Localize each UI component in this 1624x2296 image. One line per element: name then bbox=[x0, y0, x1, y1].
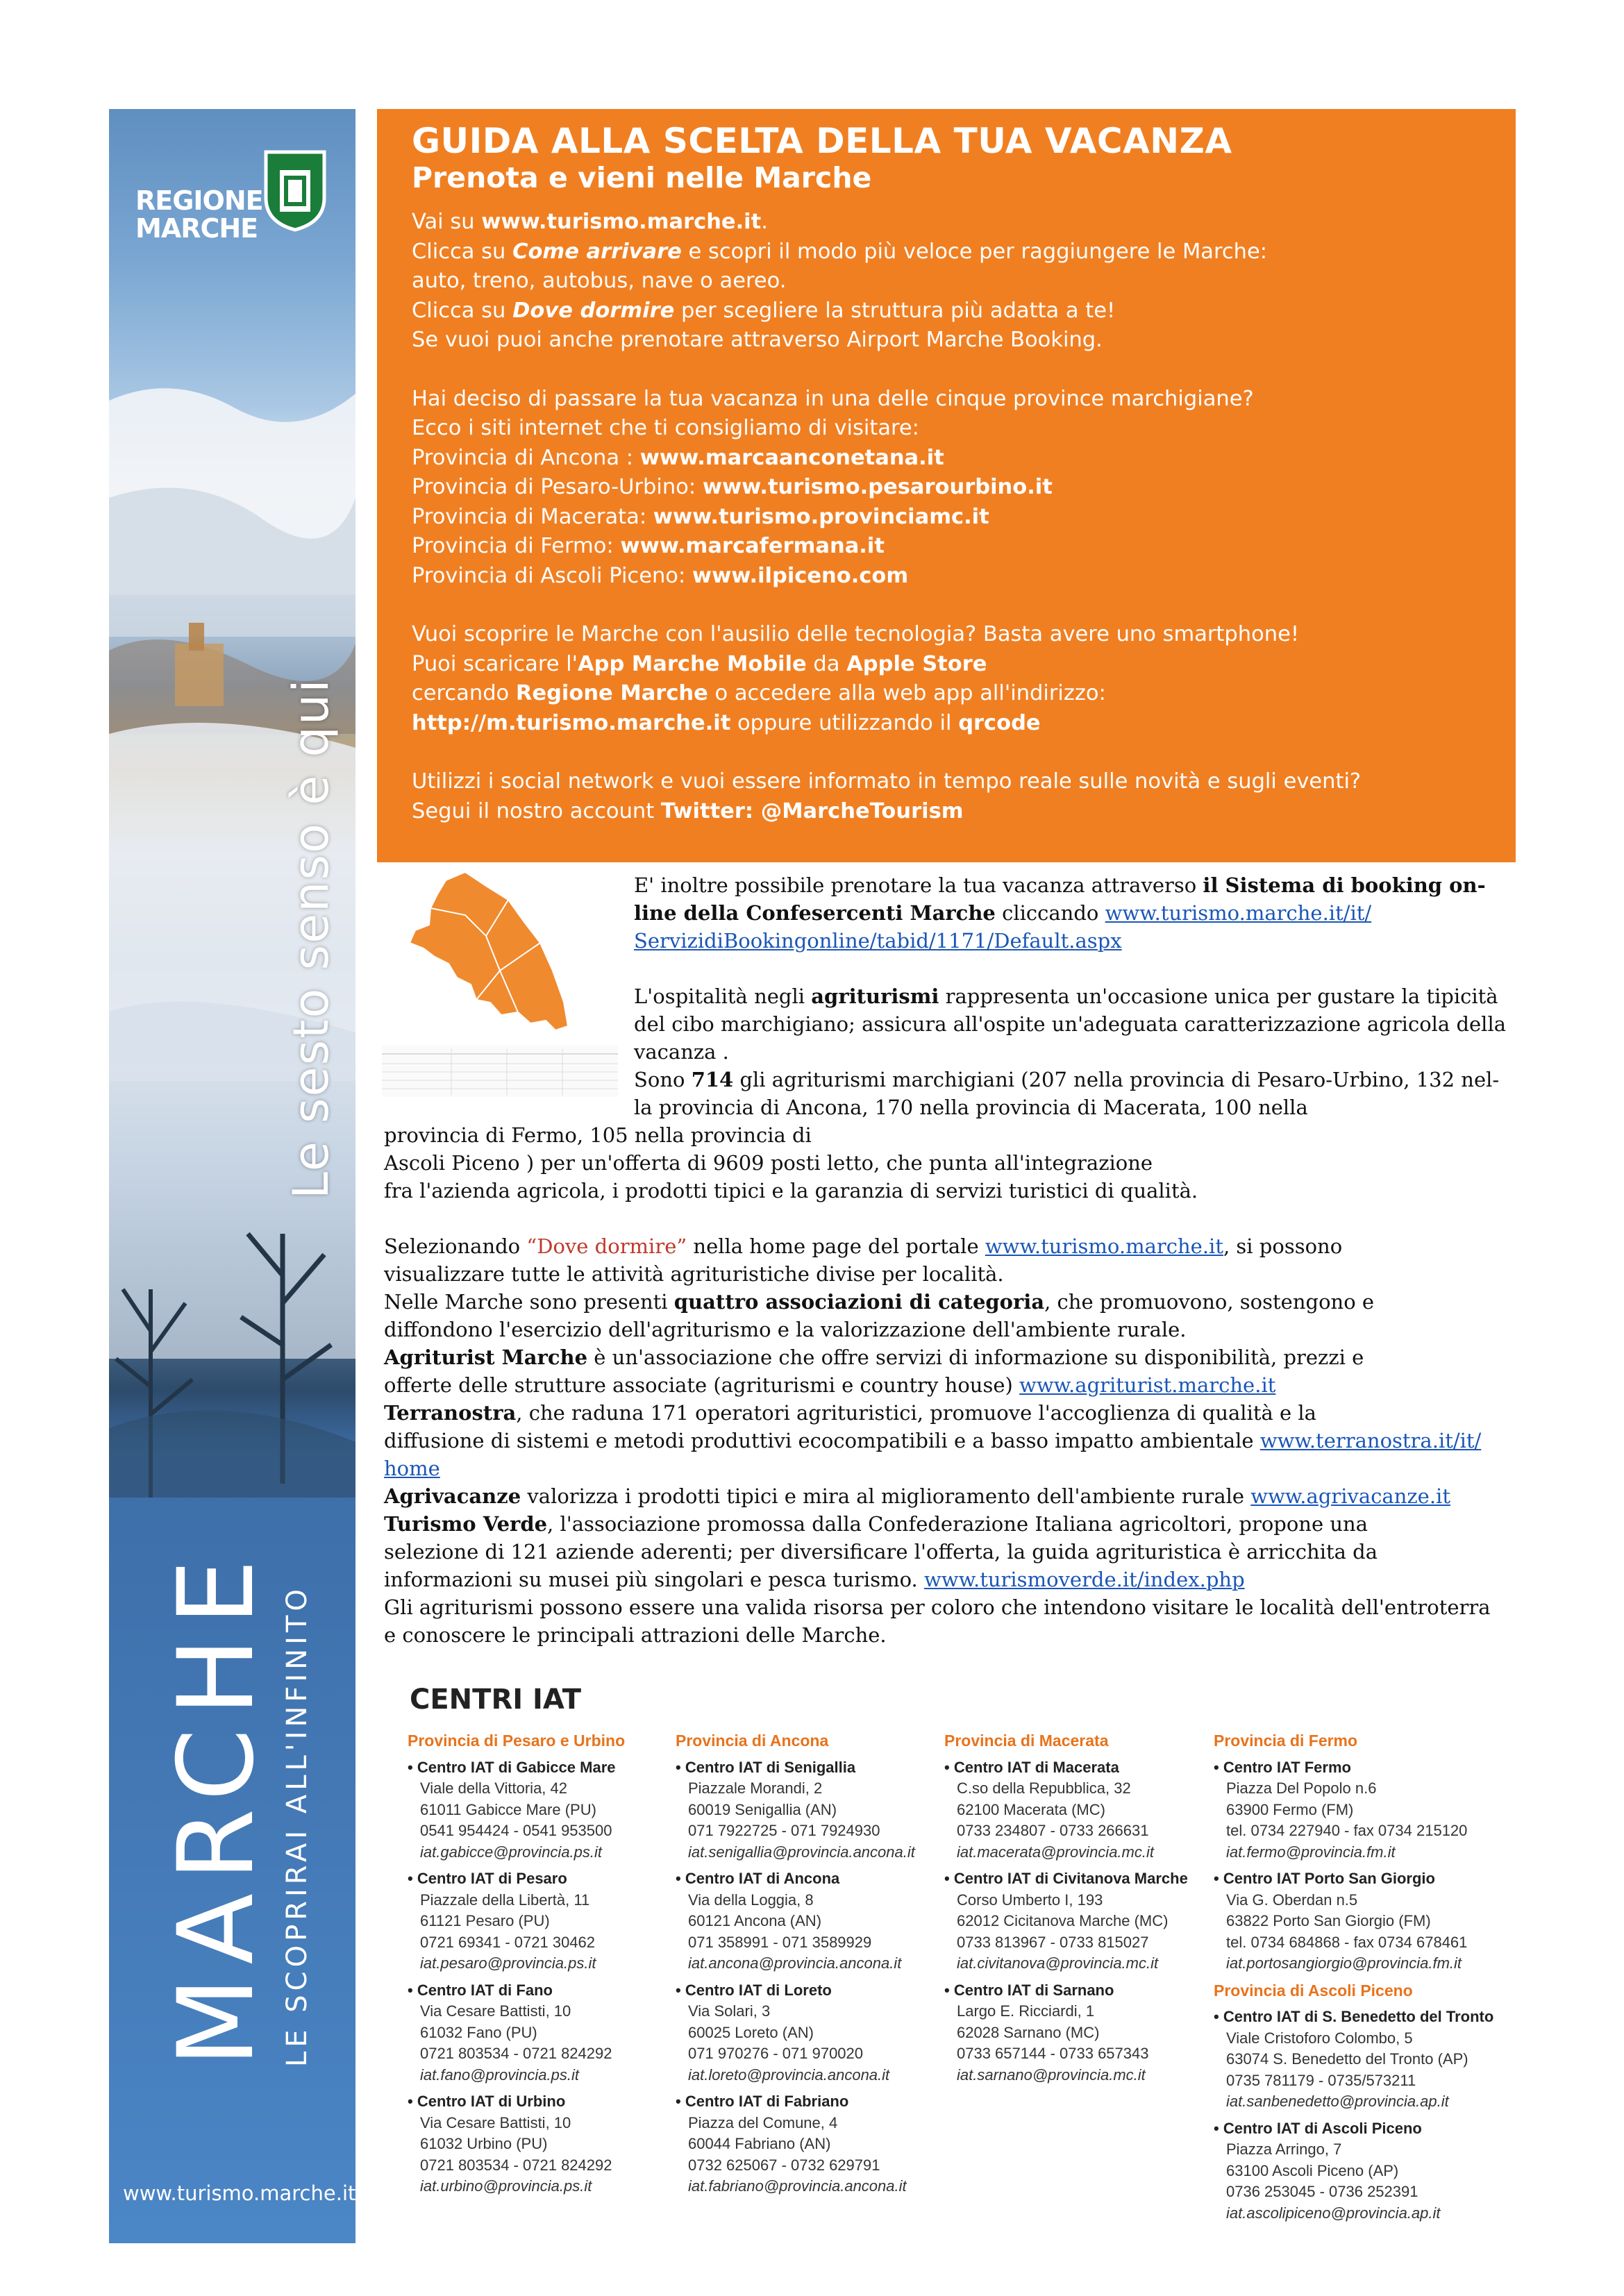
iat-center-address: Viale Cristoforo Colombo, 5 bbox=[1226, 2029, 1413, 2047]
regione-marche-logo bbox=[135, 146, 330, 285]
guide-text: Puoi scaricare l' bbox=[412, 651, 578, 676]
guide-line-webapp bbox=[412, 709, 1516, 739]
centri-iat-title: CENTRI IAT bbox=[410, 1684, 582, 1716]
guide-text: o accedere alla web app all'indirizzo: bbox=[708, 681, 1106, 705]
iat-center-city: 62028 Sarnano (MC) bbox=[957, 2023, 1100, 2041]
iat-column-macerata bbox=[944, 1730, 1215, 2091]
guide-text: cercando bbox=[412, 681, 516, 705]
guide-line-social: Utilizzi i social network e vuoi essere informato in tempo reale sulle novità e sugli eventi? bbox=[412, 769, 1362, 794]
qrcode-label: qrcode bbox=[958, 710, 1041, 735]
iat-center-email[interactable]: iat.fermo@provincia.fm.it bbox=[1226, 1843, 1396, 1861]
iat-center bbox=[676, 1757, 946, 1863]
iat-center-city: 60044 Fabriano (AN) bbox=[688, 2135, 831, 2152]
text-line bbox=[384, 1371, 1491, 1399]
iat-center-phone: 0721 803534 - 0721 824292 bbox=[420, 2156, 612, 2174]
text-line bbox=[384, 1510, 1491, 1538]
text-run: nella home page del portale bbox=[687, 1234, 985, 1258]
iat-center-city: 61121 Pesaro (PU) bbox=[420, 1912, 550, 1929]
guide-line-transport: auto, treno, autobus, nave o aereo. bbox=[412, 269, 787, 293]
iat-center-email[interactable]: iat.ancona@provincia.ancona.it bbox=[688, 1954, 902, 1972]
province-label: Provincia di Ancona : bbox=[412, 445, 640, 470]
iat-center-city: 63074 S. Benedetto del Tronto (AP) bbox=[1226, 2050, 1468, 2068]
guide-text: e scopri il modo più veloce per raggiungere le Marche: bbox=[681, 239, 1267, 264]
iat-center-city: 60121 Ancona (AN) bbox=[688, 1912, 822, 1929]
province-site-ancona bbox=[412, 444, 1516, 474]
iat-center-phone: 071 7922725 - 071 7924930 bbox=[688, 1822, 880, 1839]
iat-center-name: • Centro IAT di Ascoli Piceno bbox=[1214, 2118, 1484, 2140]
text-run: Selezionando bbox=[384, 1234, 527, 1258]
association-name: Terranostra bbox=[384, 1401, 517, 1425]
portal-link[interactable]: www.turismo.marche.it bbox=[985, 1234, 1223, 1258]
iat-center-email[interactable]: iat.ascolipiceno@provincia.ap.it bbox=[1226, 2204, 1441, 2222]
iat-center-email[interactable]: iat.fano@provincia.ps.it bbox=[420, 2065, 580, 2084]
guide-line-come-arrivare bbox=[412, 237, 1516, 267]
iat-center bbox=[944, 1868, 1215, 1975]
iat-center-city: 61032 Urbino (PU) bbox=[420, 2135, 548, 2152]
iat-center-name: • Centro IAT di Gabicce Mare bbox=[408, 1757, 678, 1779]
iat-center-city: 63822 Porto San Giorgio (FM) bbox=[1226, 1912, 1431, 1929]
booking-link[interactable]: www.turismo.marche.it/it/ bbox=[1105, 901, 1372, 925]
guide-text: per scegliere la struttura più adatta a te! bbox=[674, 298, 1116, 323]
iat-center-email[interactable]: iat.fabriano@provincia.ancona.it bbox=[688, 2177, 907, 2195]
iat-center-city: 63900 Fermo (FM) bbox=[1226, 1800, 1354, 1818]
province-site-link[interactable]: www.turismo.provinciamc.it bbox=[653, 504, 989, 529]
logo-text-regione: REGIONE bbox=[135, 185, 263, 216]
search-term: Regione Marche bbox=[515, 681, 708, 705]
province-site-link[interactable]: www.ilpiceno.com bbox=[692, 563, 909, 588]
guide-title: GUIDA ALLA SCELTA DELLA TUA VACANZA bbox=[412, 121, 1232, 161]
terranostra-link[interactable]: home bbox=[384, 1457, 440, 1480]
iat-center-email[interactable]: iat.senigallia@provincia.ancona.it bbox=[688, 1843, 915, 1861]
province-site-macerata bbox=[412, 503, 1516, 533]
guide-line-provinces-intro: Ecco i siti internet che ti consigliamo di visitare: bbox=[412, 416, 919, 440]
province-site-link[interactable]: www.marcaanconetana.it bbox=[639, 445, 944, 470]
associazioni-paragraph bbox=[384, 1232, 1491, 1649]
webapp-link[interactable]: http://m.turismo.marche.it bbox=[412, 710, 731, 735]
text-line bbox=[634, 871, 1486, 899]
guide-site-link[interactable]: www.turismo.marche.it bbox=[481, 210, 762, 234]
iat-center-address: C.so della Repubblica, 32 bbox=[957, 1779, 1131, 1797]
iat-center-name: • Centro IAT di Civitanova Marche bbox=[944, 1868, 1215, 1890]
iat-center-address: Piazza Del Popolo n.6 bbox=[1226, 1779, 1377, 1797]
iat-center bbox=[944, 1980, 1215, 2086]
iat-center-city: 60025 Loreto (AN) bbox=[688, 2023, 814, 2041]
province-label: Provincia di Macerata: bbox=[412, 504, 653, 529]
iat-province-heading: Provincia di Pesaro e Urbino bbox=[408, 1732, 626, 1750]
iat-column-fermo-ascoli bbox=[1214, 1730, 1494, 2229]
apple-store-name: Apple Store bbox=[846, 651, 987, 676]
iat-center bbox=[944, 1757, 1215, 1863]
booking-link[interactable]: ServizidiBookingonline/tabid/1171/Default.aspx bbox=[634, 929, 1122, 953]
text-run: , si possono bbox=[1223, 1234, 1343, 1258]
iat-center bbox=[408, 1757, 678, 1863]
iat-center-address: Piazza Arringo, 7 bbox=[1226, 2140, 1342, 2158]
province-label: Provincia di Ascoli Piceno: bbox=[412, 563, 692, 588]
iat-center-name: • Centro IAT di Sarnano bbox=[944, 1980, 1215, 2002]
brand-tagline: LE SCOPRIRAI ALL'INFINITO bbox=[281, 1585, 313, 2067]
iat-center-email[interactable]: iat.gabicce@provincia.ps.it bbox=[420, 1843, 603, 1861]
province-site-fermo bbox=[412, 532, 1516, 562]
iat-center-name: • Centro IAT di Loreto bbox=[676, 1980, 946, 2002]
text-run: , che raduna 171 operatori agrituristici, promuove l'accoglienza di qualità e la bbox=[516, 1401, 1316, 1425]
banner-url: www.turismo.marche.it bbox=[123, 2181, 355, 2205]
text-line: visualizzare tutte le attività agrituristiche divise per località. bbox=[384, 1262, 1004, 1286]
guide-line-dove-dormire bbox=[412, 296, 1516, 326]
text-run: è un'associazione che offre servizi di informazione su disponibilità, prezzi e bbox=[587, 1346, 1364, 1369]
iat-center-phone: 071 358991 - 071 3589929 bbox=[688, 1933, 872, 1951]
text-run: offerte delle strutture associate (agriturismi e country house) bbox=[384, 1373, 1020, 1397]
guide-line-provinces-question: Hai deciso di passare la tua vacanza in una delle cinque province marchigiane? bbox=[412, 386, 1254, 411]
agriturismi-paragraph-continued bbox=[384, 1121, 1198, 1205]
iat-center-name: • Centro IAT di Macerata bbox=[944, 1757, 1215, 1779]
guide-text: Segui il nostro account bbox=[412, 798, 661, 823]
iat-center-email[interactable]: iat.macerata@provincia.mc.it bbox=[957, 1843, 1154, 1861]
text-run: diffusione di sistemi e metodi produttivi ecocompatibili e a basso impatto ambientale bbox=[384, 1429, 1260, 1452]
iat-center-phone: 0732 625067 - 0732 629791 bbox=[688, 2156, 880, 2174]
text-run: valorizza i prodotti tipici e mira al miglioramento dell'ambiente rurale bbox=[521, 1484, 1251, 1508]
text-line bbox=[634, 1066, 1506, 1093]
iat-center bbox=[1214, 1757, 1484, 1863]
turismoverde-link[interactable]: www.turismoverde.it/index.php bbox=[923, 1568, 1245, 1591]
iat-center bbox=[1214, 1868, 1484, 1975]
iat-center-city: 60019 Senigallia (AN) bbox=[688, 1800, 837, 1818]
iat-center-email[interactable]: iat.sarnano@provincia.mc.it bbox=[957, 2065, 1146, 2084]
terranostra-link[interactable]: www.terranostra.it/it/ bbox=[1259, 1429, 1482, 1452]
twitter-account-link[interactable]: Twitter: @MarcheTourism bbox=[660, 798, 964, 823]
guide-line-app bbox=[412, 650, 1516, 680]
iat-center-address: Largo E. Ricciardi, 1 bbox=[957, 2002, 1095, 2020]
text-line: la provincia di Ancona, 170 nella provincia di Macerata, 100 nella bbox=[634, 1096, 1308, 1119]
iat-center-name: • Centro IAT Fermo bbox=[1214, 1757, 1484, 1779]
iat-center-phone: 0736 253045 - 0736 252391 bbox=[1226, 2183, 1418, 2200]
text-run: Sono bbox=[634, 1068, 692, 1091]
iat-center-address: Viale della Vittoria, 42 bbox=[420, 1779, 567, 1797]
iat-center-phone: 0735 781179 - 0735/573211 bbox=[1226, 2071, 1416, 2089]
iat-center-address: Via G. Oberdan n.5 bbox=[1226, 1891, 1358, 1909]
iat-center-email[interactable]: iat.loreto@provincia.ancona.it bbox=[688, 2065, 890, 2084]
iat-center-name: • Centro IAT di Senigallia bbox=[676, 1757, 946, 1779]
iat-center-email[interactable]: iat.sanbenedetto@provincia.ap.it bbox=[1226, 2093, 1449, 2110]
iat-center-email[interactable]: iat.urbino@provincia.ps.it bbox=[420, 2177, 592, 2195]
iat-center-phone: 071 970276 - 071 970020 bbox=[688, 2045, 864, 2062]
iat-center-phone: tel. 0734 684868 - fax 0734 678461 bbox=[1226, 1933, 1468, 1951]
guide-line-visit bbox=[412, 208, 1516, 237]
province-site-link[interactable]: www.marcafermana.it bbox=[620, 534, 885, 558]
iat-center-phone: 0721 803534 - 0721 824292 bbox=[420, 2045, 612, 2062]
agriturismi-paragraph bbox=[634, 982, 1506, 1121]
text-run: Nelle Marche sono presenti bbox=[384, 1290, 674, 1314]
text-line bbox=[634, 927, 1486, 955]
guide-line-smartphone: Vuoi scoprire le Marche con l'ausilio delle tecnologia? Basta avere uno smartphone! bbox=[412, 622, 1300, 646]
province-site-ascoli-piceno bbox=[412, 562, 1516, 592]
iat-center bbox=[408, 1868, 678, 1975]
iat-center-city: 62012 Cicitanova Marche (MC) bbox=[957, 1912, 1169, 1929]
slogan-text: Le sesto senso è qui bbox=[283, 678, 340, 1199]
text-line bbox=[384, 1482, 1491, 1510]
iat-column-pesaro-urbino bbox=[408, 1730, 678, 2203]
iat-column-ancona bbox=[676, 1730, 946, 2203]
guide-text: Vai su bbox=[412, 210, 482, 234]
come-arrivare-link[interactable]: Come arrivare bbox=[512, 239, 682, 264]
association-name: Turismo Verde bbox=[384, 1512, 548, 1536]
iat-center bbox=[1214, 2006, 1494, 2113]
iat-province-heading: Provincia di Ascoli Piceno bbox=[1214, 1981, 1413, 2000]
text-line bbox=[634, 982, 1506, 1010]
text-run: rappresenta un'occasione unica per gustare la tipicità bbox=[939, 984, 1498, 1008]
iat-province-heading: Provincia di Ancona bbox=[676, 1732, 829, 1750]
agriturist-link[interactable]: www.agriturist.marche.it bbox=[1019, 1373, 1276, 1397]
iat-center-address: Piazza del Comune, 4 bbox=[688, 2113, 838, 2131]
iat-center bbox=[1214, 2118, 1484, 2224]
guide-text: da bbox=[806, 651, 847, 676]
left-banner bbox=[109, 109, 355, 2243]
iat-center bbox=[676, 1868, 946, 1975]
guide-line-twitter bbox=[412, 797, 1516, 827]
agriturismi-count: 714 bbox=[691, 1068, 734, 1091]
iat-center-city: 61011 Gabicce Mare (PU) bbox=[420, 1800, 596, 1818]
iat-center bbox=[408, 2091, 678, 2197]
text-line bbox=[384, 1399, 1491, 1427]
text-line bbox=[384, 1427, 1491, 1455]
booking-system-name: line della Confesercenti Marche bbox=[634, 901, 996, 925]
guide-line-search bbox=[412, 679, 1516, 709]
iat-center-address: Piazzale Morandi, 2 bbox=[688, 1779, 823, 1797]
text-line bbox=[384, 1566, 1491, 1593]
guide-text: Clicca su bbox=[412, 298, 513, 323]
dove-dormire-term: “Dove dormire” bbox=[526, 1234, 687, 1258]
shield-icon bbox=[263, 149, 327, 233]
text-run: E' inoltre possibile prenotare la tua vacanza attraverso bbox=[634, 873, 1203, 897]
province-site-pesaro-urbino bbox=[412, 473, 1516, 503]
guide-text: Clicca su bbox=[412, 239, 513, 264]
agriturismi-term: agriturismi bbox=[811, 984, 939, 1008]
guide-text: oppure utilizzando il bbox=[730, 710, 959, 735]
booking-paragraph bbox=[634, 871, 1486, 955]
agrivacanze-link[interactable]: www.agrivacanze.it bbox=[1250, 1484, 1450, 1508]
province-site-link[interactable]: www.turismo.pesarourbino.it bbox=[702, 475, 1053, 499]
iat-center-phone: 0733 813967 - 0733 815027 bbox=[957, 1933, 1149, 1951]
iat-center-email[interactable]: iat.civitanova@provincia.mc.it bbox=[957, 1954, 1159, 1972]
iat-center-name: • Centro IAT di S. Benedetto del Tronto bbox=[1214, 2006, 1484, 2028]
booking-system-name: il Sistema di booking on- bbox=[1203, 873, 1486, 897]
text-line: Ascoli Piceno ) per un'offerta di 9609 posti letto, che punta all'integrazione bbox=[384, 1151, 1153, 1175]
iat-center-name: • Centro IAT di Urbino bbox=[408, 2091, 678, 2113]
text-line bbox=[634, 899, 1486, 927]
association-name: Agrivacanze bbox=[384, 1484, 521, 1508]
text-line bbox=[384, 1343, 1491, 1371]
text-line: e conoscere le principali attrazioni delle Marche. bbox=[384, 1623, 887, 1647]
iat-center-address: Via Cesare Battisti, 10 bbox=[420, 2002, 571, 2020]
text-line: vacanza . bbox=[634, 1040, 729, 1064]
text-run: gli agriturismi marchigiani (207 nella provincia di Pesaro-Urbino, 132 nel- bbox=[733, 1068, 1500, 1091]
province-label: Provincia di Pesaro-Urbino: bbox=[412, 475, 703, 499]
dove-dormire-link[interactable]: Dove dormire bbox=[512, 298, 675, 323]
iat-center-city: 63100 Ascoli Piceno (AP) bbox=[1226, 2161, 1399, 2179]
iat-center-phone: 0721 69341 - 0721 30462 bbox=[420, 1933, 596, 1951]
iat-center-email[interactable]: iat.pesaro@provincia.ps.it bbox=[420, 1954, 596, 1972]
brand-marche: MARCHE bbox=[156, 1546, 277, 2067]
iat-center-phone: 0541 954424 - 0541 953500 bbox=[420, 1822, 612, 1839]
iat-center-name: • Centro IAT di Ancona bbox=[676, 1868, 946, 1890]
text-line: del cibo marchigiano; assicura all'ospite un'adeguata caratterizzazione agricola della bbox=[634, 1012, 1507, 1036]
iat-center-name: • Centro IAT Porto San Giorgio bbox=[1214, 1868, 1484, 1890]
iat-center bbox=[408, 1980, 678, 2086]
text-line: diffondono l'esercizio dell'agriturismo e la valorizzazione dell'ambiente rurale. bbox=[384, 1318, 1187, 1341]
guide-text: . bbox=[761, 210, 768, 234]
iat-center-city: 61032 Fano (PU) bbox=[420, 2023, 537, 2041]
text-line: provincia di Fermo, 105 nella provincia di bbox=[384, 1123, 812, 1147]
guide-subtitle: Prenota e vieni nelle Marche bbox=[412, 161, 872, 194]
text-run: cliccando bbox=[995, 901, 1105, 925]
text-line bbox=[384, 1288, 1491, 1316]
iat-center-email[interactable]: iat.portosangiorgio@provincia.fm.it bbox=[1226, 1954, 1462, 1972]
marche-map-figure bbox=[382, 866, 618, 1097]
iat-center-address: Via Cesare Battisti, 10 bbox=[420, 2113, 571, 2131]
iat-center-name: • Centro IAT di Fano bbox=[408, 1980, 678, 2002]
text-run: L'ospitalità negli bbox=[634, 984, 812, 1008]
guide-line-booking: Se vuoi puoi anche prenotare attraverso Airport Marche Booking. bbox=[412, 328, 1103, 352]
iat-center-name: • Centro IAT di Fabriano bbox=[676, 2091, 946, 2113]
text-run: , che promuovono, sostengono e bbox=[1044, 1290, 1375, 1314]
iat-center-phone: tel. 0734 227940 - fax 0734 215120 bbox=[1226, 1822, 1468, 1839]
iat-center-address: Via Solari, 3 bbox=[688, 2002, 771, 2020]
iat-center-address: Piazzale della Libertà, 11 bbox=[420, 1891, 590, 1909]
logo-text-marche: MARCHE bbox=[135, 213, 258, 244]
iat-center-address: Via della Loggia, 8 bbox=[688, 1891, 814, 1909]
iat-center bbox=[676, 2091, 946, 2197]
iat-province-heading: Provincia di Macerata bbox=[944, 1732, 1109, 1750]
text-run: , l'associazione promossa dalla Confederazione Italiana agricoltori, propone una bbox=[547, 1512, 1368, 1536]
associazioni-term: quattro associazioni di categoria bbox=[673, 1290, 1045, 1314]
text-line bbox=[384, 1232, 1491, 1260]
guide-box bbox=[377, 109, 1516, 862]
province-label: Provincia di Fermo: bbox=[412, 534, 621, 558]
iat-center bbox=[676, 1980, 946, 2086]
iat-center-name: • Centro IAT di Pesaro bbox=[408, 1868, 678, 1890]
text-line: Gli agriturismi possono essere una valida risorsa per coloro che intendono visitare le località dell'entroterra bbox=[384, 1595, 1491, 1619]
iat-center-city: 62100 Macerata (MC) bbox=[957, 1800, 1105, 1818]
text-line bbox=[384, 1455, 1491, 1482]
iat-center-address: Corso Umberto I, 193 bbox=[957, 1891, 1103, 1909]
iat-center-phone: 0733 657144 - 0733 657343 bbox=[957, 2045, 1149, 2062]
iat-center-phone: 0733 234807 - 0733 266631 bbox=[957, 1822, 1149, 1839]
text-line: selezione di 121 aziende aderenti; per diversificare l'offerta, la guida agrituristica è arricchita da bbox=[384, 1540, 1378, 1564]
text-line: fra l'azienda agricola, i prodotti tipici e la garanzia di servizi turistici di qualità. bbox=[384, 1179, 1198, 1203]
association-name: Agriturist Marche bbox=[384, 1346, 588, 1369]
iat-province-heading: Provincia di Fermo bbox=[1214, 1732, 1358, 1750]
app-name: App Marche Mobile bbox=[578, 651, 807, 676]
text-run: informazioni su musei più singolari e pesca turismo. bbox=[384, 1568, 924, 1591]
